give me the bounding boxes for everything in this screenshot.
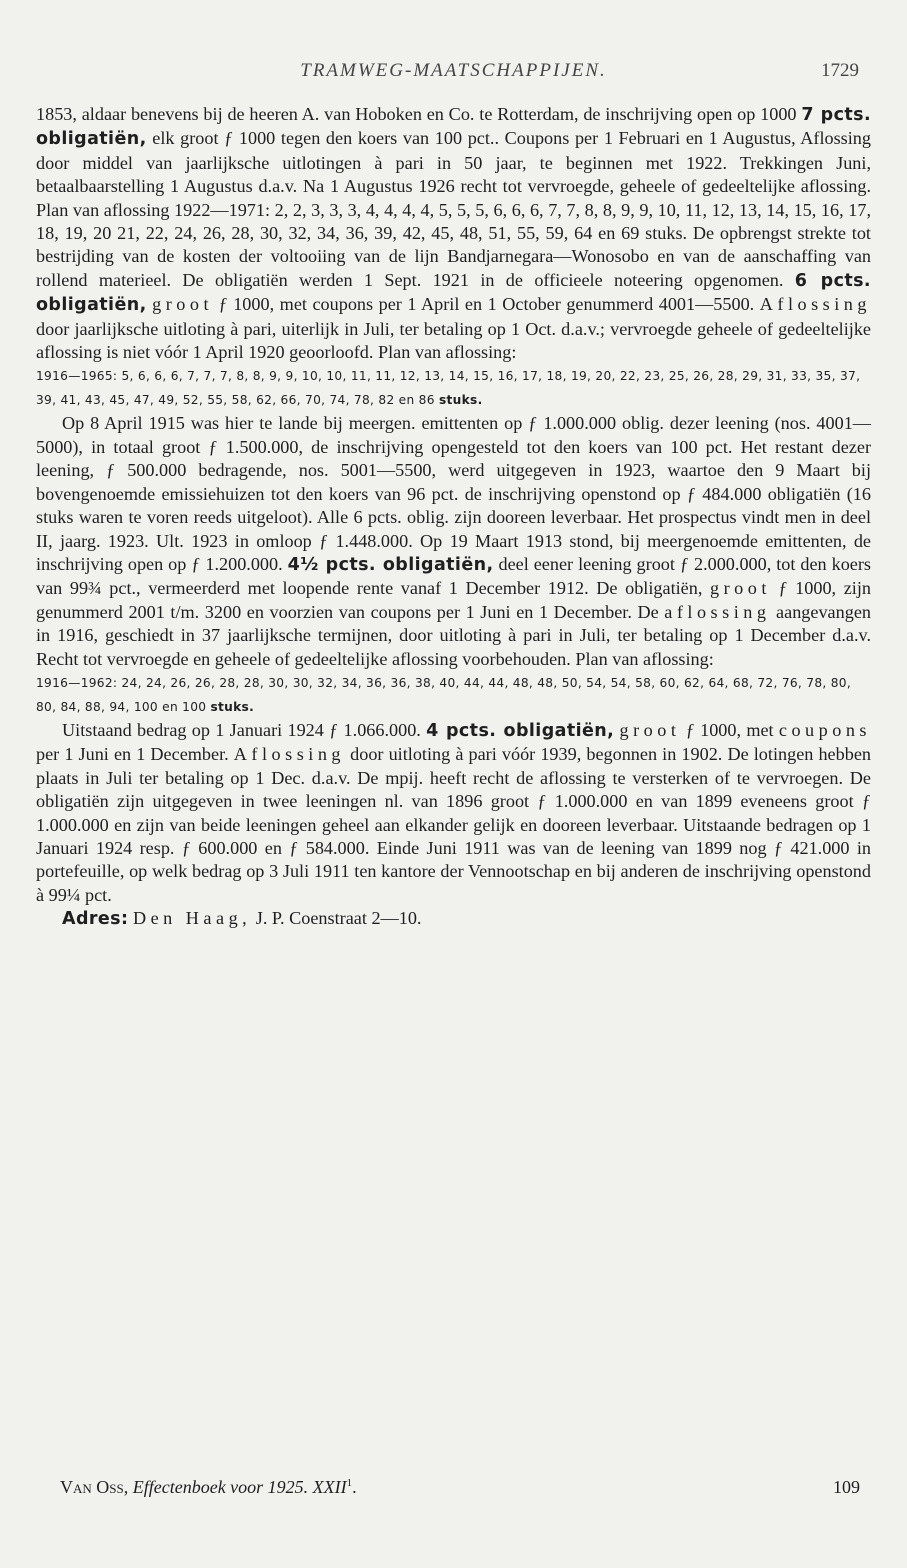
- page-footer: [60, 1477, 860, 1503]
- article-body: [36, 103, 871, 932]
- running-head: [36, 60, 871, 88]
- paragraph-text: door uitloting à pari vóór 1939, begonnen in 1902. De lotingen hebben plaats in Juli ter betaling op 1 Dec. d.a.v. De mpij. heeft recht de aflossing te versterken of te vervroegen. De obligatiën zijn uitgegeven in twee leeningen nl. van 1896 groot ƒ 1.000.000 en van 1899 eveneens groot ƒ 1.000.000 en zijn van beide leeningen geheel aan elkander gelijk en dooreen leverbaar. Uitstaande bedragen op 1 Januari 1924 resp. ƒ 600.000 en ƒ 584.000. Einde Juni 1911 was van de leening van 1899 nog ƒ 421.000 in portefeuille, op welk bedrag op 3 Juli 1911 ten kantore der Vennootschap en bij anderen de inschrijving openstond à 99¼ pct.: [36, 744, 871, 905]
- paragraph-text: elk groot ƒ 1000 tegen den koers van 100 pct.. Coupons per 1 Februari en 1 Augustus, Aflossing door middel van jaarlijksche uitlotingen à pari in 50 jaar, te beginnen met 1922. Trekkingen Juni, betaalbaarstelling 1 Augustus d.a.v. Na 1 Augustus 1926 recht tot vervroegde, geheele of gedeeltelijke aflossing. Plan van aflossing 1922—1971: 2, 2, 3, 3, 3, 4, 4, 4, 4, 5, 5, 5, 6, 6, 6, 7, 7, 8, 8, 9, 9, 10, 11, 12, 13, 14, 15, 16, 17, 18, 19, 20 21, 22, 24, 26, 28, 30, 32, 34, 36, 39, 42, 45, 48, 51, 55, 59, 64 en 69 stuks. De opbrengst strekte tot bestrijding van de kosten der voltooiing van de lijn Bandjarnegara—Wonosobo en van de aanschaffing van rollend materieel. De obligatiën werden 1 Sept. 1921 in de officieele noteering opgenomen.: [36, 128, 871, 290]
- page-number: 1729: [821, 60, 859, 81]
- paragraph-text: 1853, aldaar benevens bij de heeren A. van Hoboken en Co. te Rotterdam, de inschrijving open op 1000: [36, 104, 802, 124]
- bond-heading-6pct: 6 pcts. obligatiën,: [36, 270, 871, 316]
- paragraph-4pct-bonds: [36, 719, 871, 907]
- footer-book-title: Effectenboek voor 1925. XXII: [132, 1477, 347, 1497]
- redemption-plan-1916-1965: [36, 364, 871, 412]
- plan-unit: stuks.: [438, 393, 483, 408]
- running-title: TRAMWEG-MAATSCHAPPIJEN.: [300, 60, 607, 81]
- address-city: Den Haag,: [132, 908, 252, 929]
- paragraph-text: ƒ 1000, met: [680, 719, 779, 740]
- paragraph-4half-pct-bonds: [36, 412, 871, 670]
- paragraph-text: Op 8 April 1915 was hier te lande bij meergen. emittenten op ƒ 1.000.000 oblig. dezer leening (nos. 4001—5000), in totaal groot ƒ 1.500.000, de inschrijving opengesteld tot den koers van 100 pct. Het restant dezer leening, ƒ 500.000 bedragende, nos. 5001—5500, werd uitgegeven in 1923, waartoe den 9 Maart bij bovengenoemde emissiehuizen tot den koers van 96 pct. de inschrijving openstond op ƒ 484.000 obligatiën (16 stuks waren te voren reeds uitgeloot). Alle 6 pcts. oblig. zijn dooreen leverbaar. Het prospectus vindt men in deel II, jaarg. 1923. Ult. 1923 in omloop ƒ 1.448.000. Op 19 Maart 1913 stond, bij meergenoemde emittenten, de inschrijving open op ƒ 1.200.000.: [36, 413, 871, 574]
- bond-heading-4pct: 4 pcts. obligatiën,: [426, 720, 615, 741]
- footer-publisher: Van Oss,: [60, 1477, 129, 1497]
- spaced-word-aflossing: aflossing: [664, 601, 771, 622]
- spaced-word-groot: groot: [619, 719, 681, 740]
- address-line: [36, 907, 871, 931]
- bond-heading-7pct: 7 pcts. obligatiën,: [36, 105, 871, 150]
- footer-sheet-number: 109: [833, 1477, 860, 1497]
- plan-numbers: 1916—1962: 24, 24, 26, 26, 28, 28, 30, 30, 32, 34, 36, 36, 38, 40, 44, 44, 48, 48, 50, 54, 54, 58, 60, 62, 64, 68, 72, 76, 78, 80, 80, 84, 88, 94, 100 en 100: [36, 675, 852, 714]
- address-label: Adres:: [62, 909, 129, 930]
- paragraph-text: aangevangen in 1916, geschiedt in 37 jaarlijksche termijnen, door uitloting à pari in Juli, ter betaling op 1 December d.a.v. Recht tot vervroegde en geheele of gedeeltelijke aflossing voorbehouden. Plan van aflossing:: [36, 601, 871, 669]
- paragraph-text: door jaarlijksche uitloting à pari, uiterlijk in Juli, ter betaling op 1 Oct. d.a.v.; vervroegde geheele of gedeeltelijke aflossing is niet vóór 1 April 1920 geoorloofd. Plan van aflossing:: [36, 318, 871, 363]
- plan-unit: stuks.: [210, 699, 255, 714]
- paragraph-text: per 1 Juni en 1 December.: [36, 744, 234, 765]
- redemption-plan-1916-1962: [36, 671, 871, 719]
- paragraph-text: deel eener leening groot ƒ 2.000.000, tot den koers van 99¾ pct., vermeerderd met loopende rente vanaf 1 December 1912. De obligatiën,: [36, 553, 872, 599]
- paragraph-text: Uitstaand bedrag op 1 Januari 1924 ƒ 1.066.000.: [62, 719, 427, 740]
- paragraph-text: ƒ 1000, zijn genummerd 2001 t/m. 3200 en voorzien van coupons per 1 Juni en 1 December. De: [36, 578, 871, 622]
- paragraph-7pct-bonds: [36, 103, 871, 364]
- spaced-word-groot: groot: [709, 578, 771, 599]
- spaced-word-groot: groot: [152, 294, 214, 315]
- footer-trailing: .: [352, 1477, 357, 1497]
- address-street: J. P. Coenstraat 2—10.: [251, 908, 422, 929]
- bond-heading-4half-pct: 4½ pcts. obligatiën,: [287, 554, 494, 575]
- spaced-word-coupons: coupons: [778, 719, 872, 740]
- spaced-word-aflossing: Aflossing: [233, 744, 346, 765]
- footer-superscript: 1: [346, 1477, 353, 1489]
- spaced-word-aflossing: Aflossing: [759, 294, 871, 315]
- footer-citation: [60, 1477, 357, 1498]
- paragraph-text: ƒ 1000, met coupons per 1 April en 1 October genummerd 4001—5500.: [213, 294, 760, 315]
- plan-numbers: 1916—1965: 5, 6, 6, 6, 7, 7, 7, 8, 8, 9, 9, 10, 10, 11, 11, 12, 13, 14, 15, 16, 17, 18, 19, 20, 22, 23, 25, 26, 28, 29, 31, 33, 35, 37, 39, 41, 43, 45, 47, 49, 52, 55, 58, 62, 66, 70, 74, 78, 82 en 86: [36, 369, 861, 408]
